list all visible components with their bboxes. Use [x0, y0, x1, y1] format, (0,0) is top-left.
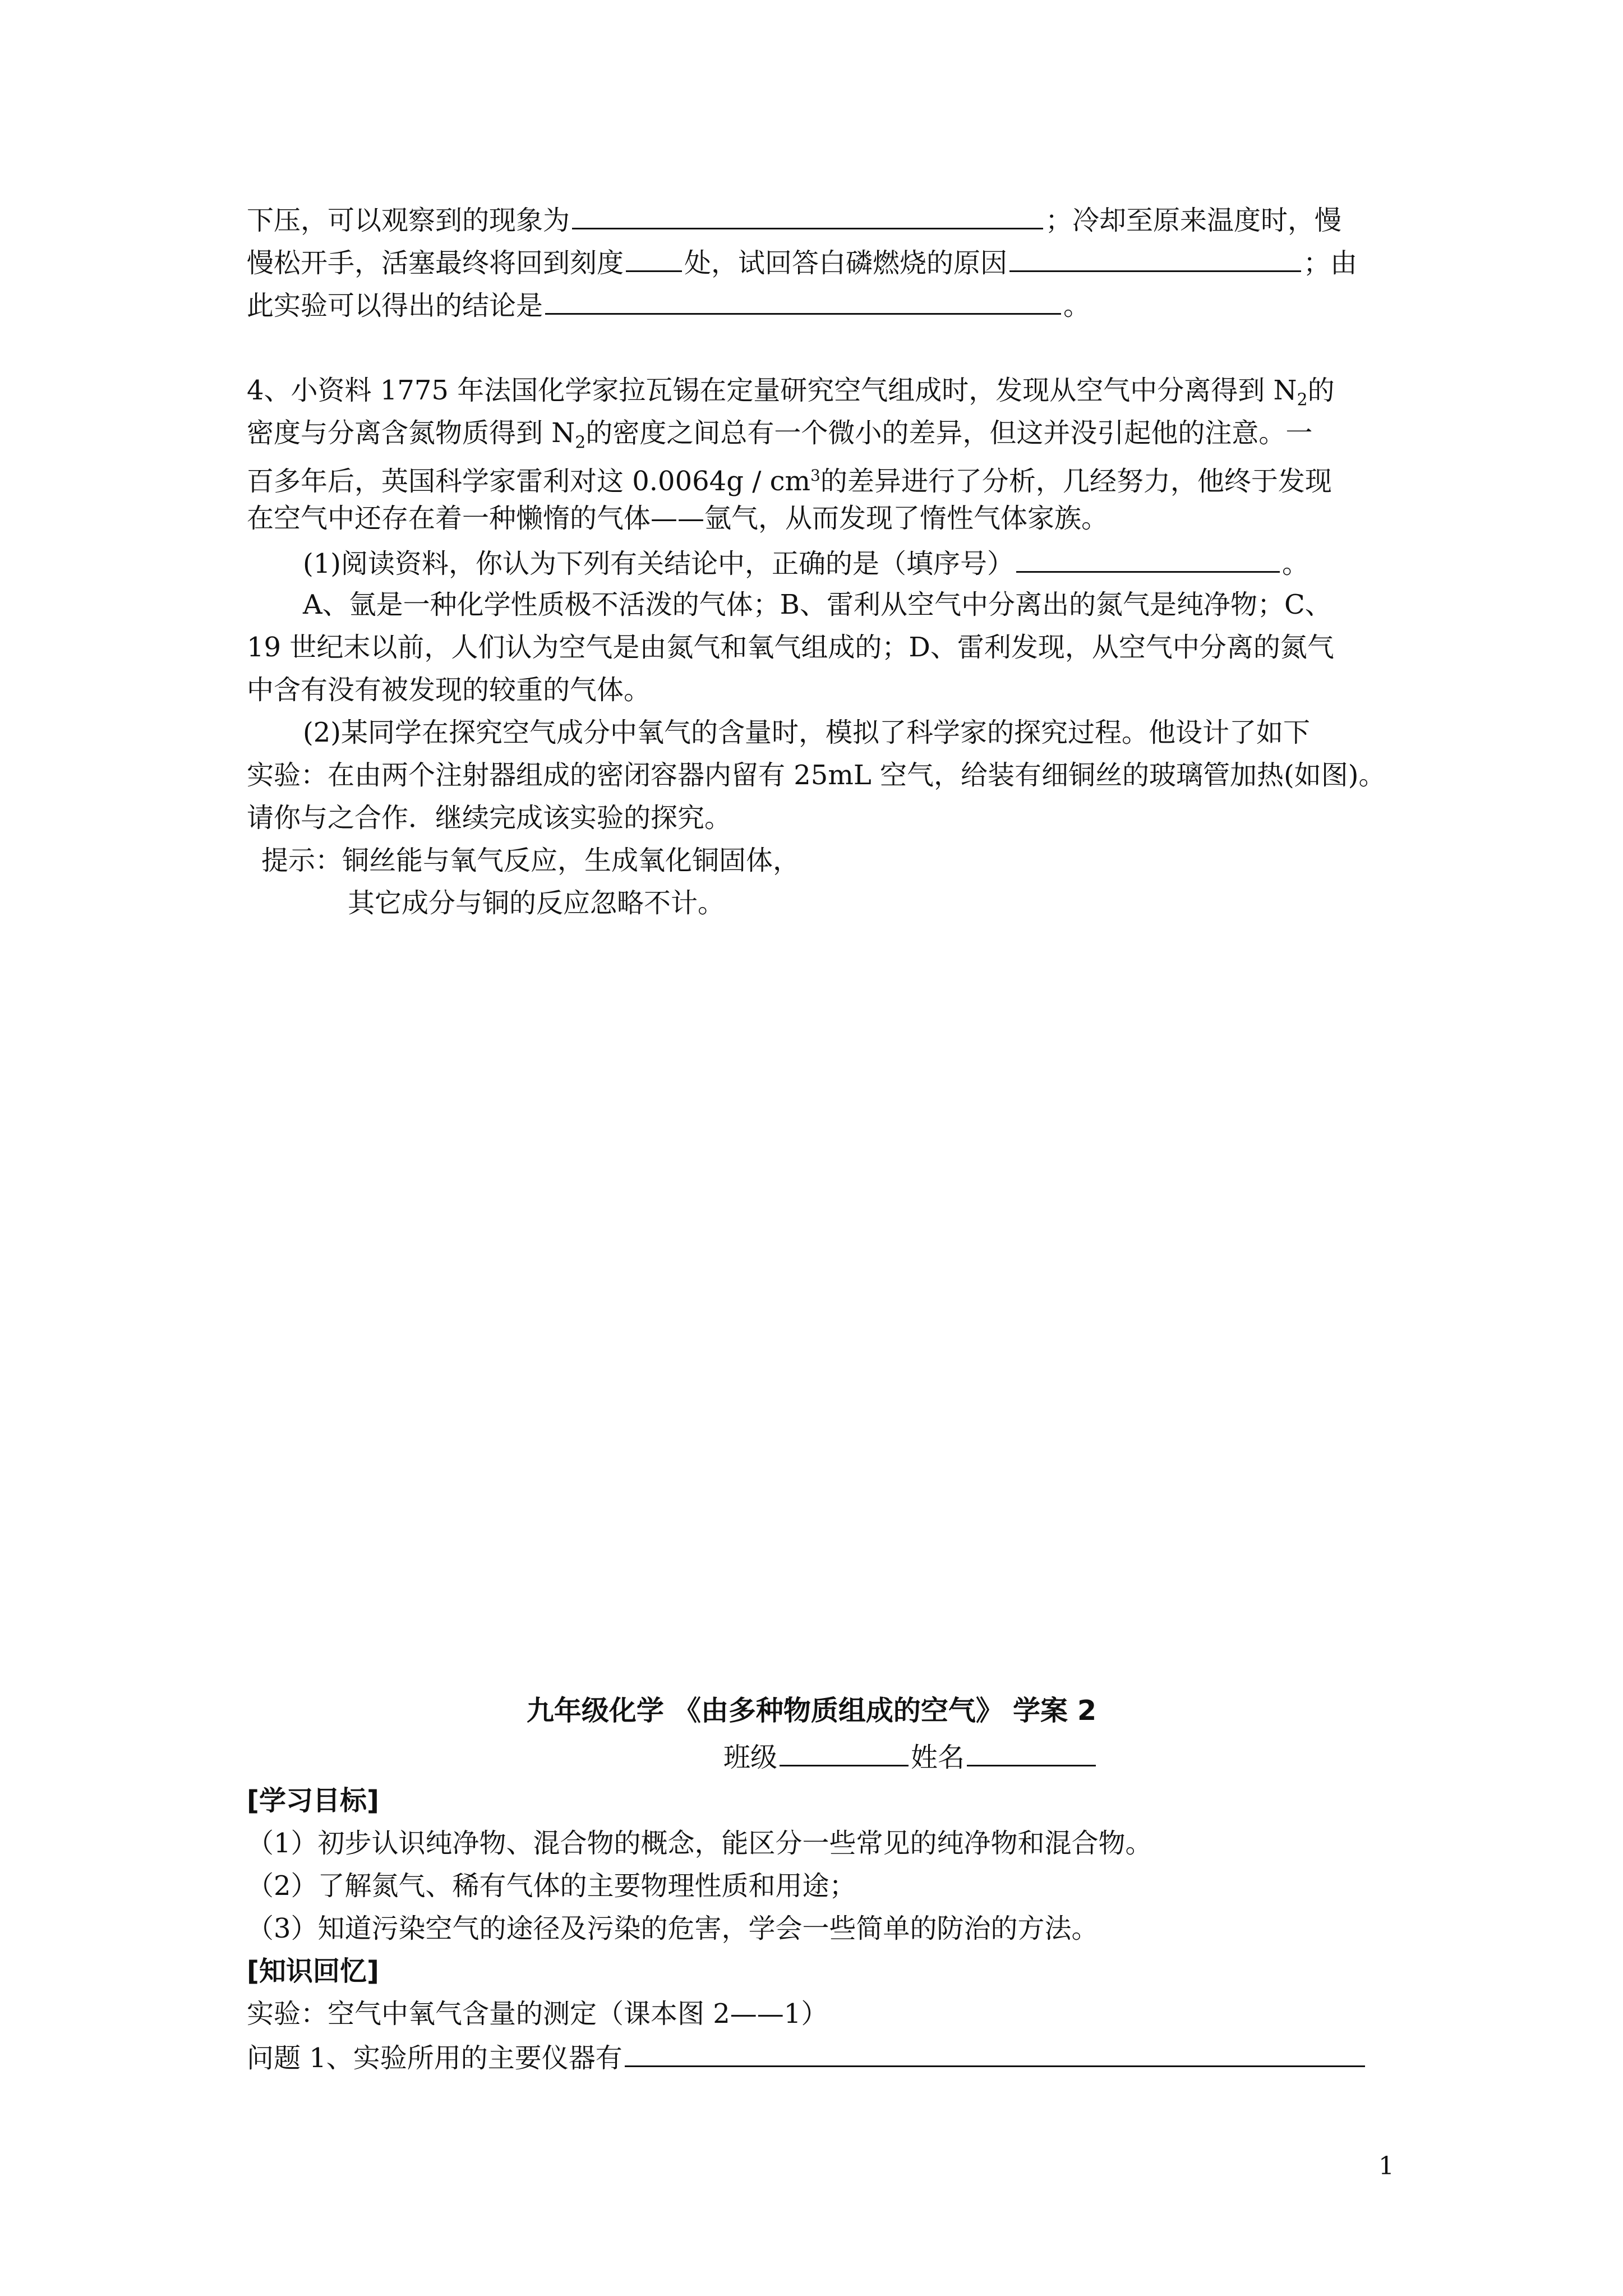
page-number: 1: [1378, 2152, 1394, 2180]
goal-3: （3）知道污染空气的途径及污染的危害，学会一些简单的防治的方法。: [247, 1913, 1099, 1944]
goal-1: （1）初步认识纯净物、混合物的概念，能区分一些常见的纯净物和混合物。: [247, 1828, 1152, 1859]
answer-blank[interactable]: [1009, 245, 1301, 272]
answer-blank[interactable]: [625, 2040, 1365, 2067]
q4-part2-line-3: 请你与之合作．继续完成该实验的探究。: [247, 802, 732, 834]
recall-heading: [知识回忆]: [247, 1955, 379, 1987]
q4-part2-line-1: (2)某同学在探究空气成分中氧气的含量时，模拟了科学家的探究过程。他设计了如下: [303, 717, 1310, 748]
goal-2: （2）了解氮气、稀有气体的主要物理性质和用途；: [247, 1870, 856, 1902]
q4-line-2: 密度与分离含氮物质得到 $N_2$的密度之间总有一个微小的差异，但这并没引起他的注意。一: [247, 417, 1313, 453]
q4-line-1: 4、小资料 1775 年法国化学家拉瓦锡在定量研究空气组成时，发现从空气中分离得到 $N_2$的: [247, 375, 1335, 410]
q3-line-2: 慢松开手，活塞最终将回到刻度 处，试回答白磷燃烧的原因 ；由: [247, 245, 1357, 280]
q4-part1: (1)阅读资料，你认为下列有关结论中，正确的是（填序号） 。: [303, 545, 1309, 581]
q4-options-2: 19 世纪末以前，人们认为空气是由氮气和氧气组成的；D、雷利发现，从空气中分离的氮气: [247, 632, 1334, 663]
question-1: 问题 1、实验所用的主要仪器有: [247, 2040, 1367, 2075]
goals-heading: [学习目标]: [247, 1785, 379, 1816]
worksheet-title: 九年级化学 《由多种物质组成的空气》 学案 2: [526, 1695, 1097, 1727]
q4-line-3: 百多年后，英国科学家雷利对这 $0.0064g / cm^3$的差异进行了分析，几经努力，他终于发现: [247, 466, 1332, 497]
answer-blank[interactable]: [626, 245, 682, 272]
class-field[interactable]: [780, 1739, 909, 1766]
q4-hint-line-2: 其它成分与铜的反应忽略不计。: [348, 887, 725, 919]
q4-options-3: 中含有没有被发现的较重的气体。: [247, 674, 651, 706]
answer-blank[interactable]: [545, 287, 1061, 315]
class-name-row: 班级 姓名: [723, 1739, 1098, 1774]
q4-options-1: A、氩是一种化学性质极不活泼的气体；B、雷利从空气中分离出的氮气是纯净物；C、: [303, 589, 1332, 620]
answer-blank[interactable]: [572, 202, 1043, 229]
name-field[interactable]: [967, 1739, 1096, 1766]
q3-line-3: 此实验可以得出的结论是 。: [247, 287, 1090, 323]
q4-line-4: 在空气中还存在着一种懒惰的气体——氩气，从而发现了惰性气体家族。: [247, 503, 1109, 534]
q4-hint-line-1: 提示：铜丝能与氧气反应，生成氧化铜固体，: [261, 845, 800, 876]
q4-part2-line-2: 实验：在由两个注射器组成的密闭容器内留有 25mL 空气，给装有细铜丝的玻璃管加热(如图)。: [247, 760, 1386, 791]
q3-line-1: 下压，可以观察到的现象为 ；冷却至原来温度时，慢: [247, 202, 1341, 237]
answer-blank[interactable]: [1016, 545, 1280, 573]
experiment-line: 实验：空气中氧气含量的测定（课本图 2——1）: [247, 1998, 828, 2030]
